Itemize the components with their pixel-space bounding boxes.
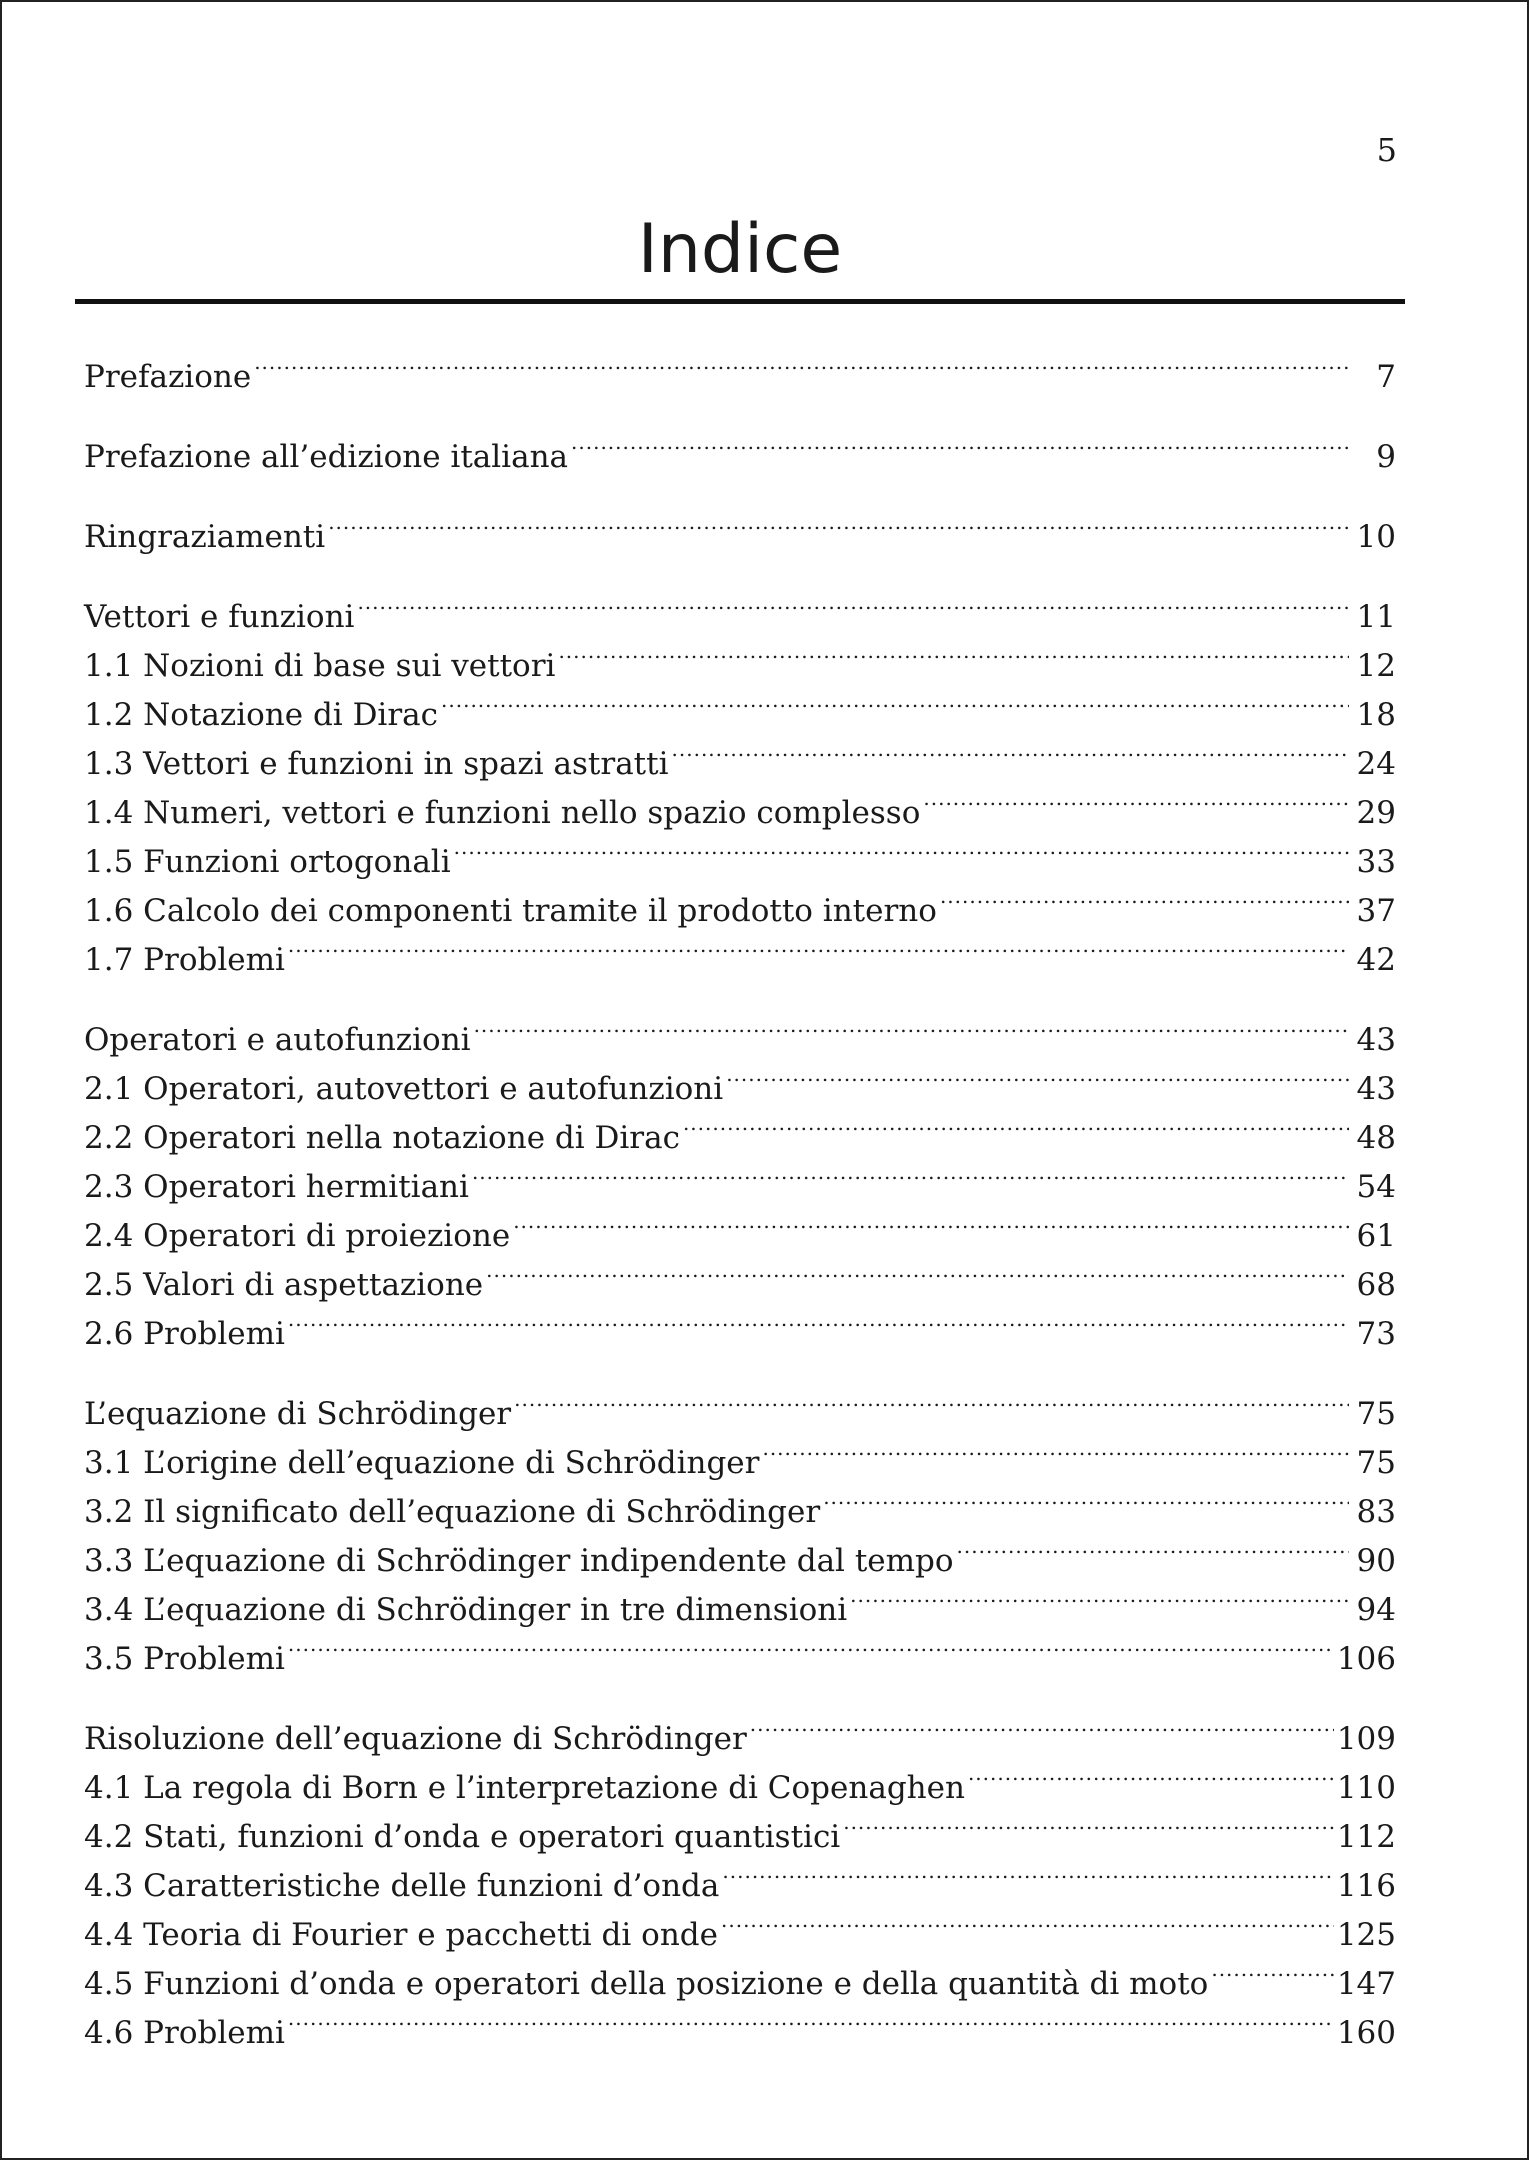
toc-dot-leader <box>726 1050 1349 1099</box>
toc-dot-leader <box>940 872 1349 921</box>
toc-entry-label: 1.1 Nozioni di base sui vettori <box>84 648 556 684</box>
toc-dot-leader <box>288 921 1349 970</box>
toc-entry-page: 90 <box>1356 1543 1396 1579</box>
toc-dot-leader <box>722 1847 1333 1896</box>
toc-entry-label: 2.3 Operatori hermitiani <box>84 1169 469 1205</box>
toc-entry-page: 43 <box>1356 1071 1396 1107</box>
toc-entry-label: 1.7 Problemi <box>84 942 285 978</box>
toc-entry[interactable] <box>84 498 1396 555</box>
toc-dot-leader <box>750 1700 1334 1749</box>
toc-entry-page: 37 <box>1356 893 1396 929</box>
toc-entry-page: 110 <box>1336 1770 1396 1806</box>
toc-entry-label: Prefazione all’edizione italiana <box>84 439 569 475</box>
toc-entry-label: Prefazione <box>84 359 252 395</box>
toc-entry-page: 11 <box>1356 599 1396 635</box>
toc-dot-leader <box>923 774 1349 823</box>
toc-entry-label: 3.3 L’equazione di Schrödinger indipendente dal tempo <box>84 1543 954 1579</box>
toc-entry-page: 160 <box>1336 2015 1396 2051</box>
toc-entry-page: 24 <box>1356 746 1396 782</box>
toc-entry-page: 7 <box>1376 359 1396 395</box>
toc-entry-label: 4.1 La regola di Born e l’interpretazione di Copenaghen <box>84 1770 965 1806</box>
toc-entry-page: 48 <box>1356 1120 1396 1156</box>
toc-entry-page: 83 <box>1356 1494 1396 1530</box>
toc-entry-page: 94 <box>1356 1592 1396 1628</box>
toc-entry-label: 1.2 Notazione di Dirac <box>84 697 439 733</box>
toc-entry-page: 147 <box>1336 1966 1396 2002</box>
toc-dot-leader <box>957 1522 1349 1571</box>
toc-entry-page: 112 <box>1336 1819 1396 1855</box>
toc-entry-page: 109 <box>1336 1721 1396 1757</box>
toc-entry-page: 43 <box>1356 1022 1396 1058</box>
toc-entry-page: 18 <box>1356 697 1396 733</box>
toc-dot-leader <box>672 725 1349 774</box>
toc-entry[interactable] <box>84 418 1396 475</box>
toc-entry-page: 12 <box>1356 648 1396 684</box>
toc-entry-label: 4.2 Stati, funzioni d’onda e operatori quantistici <box>84 1819 841 1855</box>
toc-entry-label: 3.5 Problemi <box>84 1641 285 1677</box>
toc-dot-leader <box>441 676 1349 725</box>
toc-dot-leader <box>288 1620 1334 1669</box>
toc-entry-page: 75 <box>1356 1396 1396 1432</box>
toc-entry-page: 116 <box>1336 1868 1396 1904</box>
toc-entry-label: 4.5 Funzioni d’onda e operatori della posizione e della quantità di moto <box>84 1966 1209 2002</box>
table-of-contents <box>84 338 1396 2051</box>
toc-dot-leader <box>288 1994 1334 2043</box>
toc-entry-page: 106 <box>1336 1641 1396 1677</box>
toc-dot-leader <box>762 1424 1349 1473</box>
toc-dot-leader <box>454 823 1349 872</box>
toc-entry-label: 3.2 Il significato dell’equazione di Schrödinger <box>84 1494 821 1530</box>
toc-dot-leader <box>288 1295 1349 1344</box>
toc-entry-label: 1.4 Numeri, vettori e funzioni nello spazio complesso <box>84 795 921 831</box>
toc-entry-page: 10 <box>1356 519 1396 555</box>
toc-entry-page: 73 <box>1356 1316 1396 1352</box>
toc-entry-label: Vettori e funzioni <box>84 599 355 635</box>
toc-dot-leader <box>968 1749 1334 1798</box>
toc-entry-page: 61 <box>1356 1218 1396 1254</box>
toc-dot-leader <box>850 1571 1349 1620</box>
toc-dot-leader <box>474 1001 1349 1050</box>
toc-dot-leader <box>328 498 1349 547</box>
toc-entry[interactable] <box>84 1375 1396 1432</box>
page-title: Indice <box>637 210 843 289</box>
toc-entry-label: Operatori e autofunzioni <box>84 1022 471 1058</box>
toc-entry-label: L’equazione di Schrödinger <box>84 1396 512 1432</box>
toc-entry-label: 2.4 Operatori di proiezione <box>84 1218 511 1254</box>
toc-entry-label: 3.4 L’equazione di Schrödinger in tre dimensioni <box>84 1592 848 1628</box>
toc-dot-leader <box>823 1473 1349 1522</box>
toc-entry-page: 29 <box>1356 795 1396 831</box>
toc-entry-label: 1.5 Funzioni ortogonali <box>84 844 451 880</box>
toc-entry-page: 75 <box>1356 1445 1396 1481</box>
toc-dot-leader <box>514 1375 1349 1424</box>
toc-entry-label: 1.3 Vettori e funzioni in spazi astratti <box>84 746 669 782</box>
toc-entry-label: 4.6 Problemi <box>84 2015 285 2051</box>
toc-entry[interactable] <box>84 338 1396 395</box>
toc-entry-page: 42 <box>1356 942 1396 978</box>
toc-entry-label: 1.6 Calcolo dei componenti tramite il prodotto interno <box>84 893 937 929</box>
toc-dot-leader <box>558 627 1349 676</box>
page-number: 5 <box>1376 131 1397 169</box>
toc-entry-label: 4.3 Caratteristiche delle funzioni d’onda <box>84 1868 720 1904</box>
title-rule <box>75 299 1405 304</box>
toc-dot-leader <box>571 418 1349 467</box>
toc-entry[interactable] <box>84 1001 1396 1058</box>
toc-entry-label: 2.5 Valori di aspettazione <box>84 1267 484 1303</box>
toc-dot-leader <box>721 1896 1334 1945</box>
toc-entry[interactable] <box>84 578 1396 635</box>
toc-dot-leader <box>1211 1945 1333 1994</box>
toc-dot-leader <box>843 1798 1334 1847</box>
toc-entry-label: 3.1 L’origine dell’equazione di Schrödinger <box>84 1445 760 1481</box>
toc-entry-label: 2.1 Operatori, autovettori e autofunzioni <box>84 1071 724 1107</box>
toc-entry-page: 9 <box>1376 439 1396 475</box>
toc-entry-label: 4.4 Teoria di Fourier e pacchetti di onde <box>84 1917 718 1953</box>
toc-entry-label: 2.6 Problemi <box>84 1316 285 1352</box>
toc-entry-label: Ringraziamenti <box>84 519 326 555</box>
toc-entry-page: 68 <box>1356 1267 1396 1303</box>
toc-entry[interactable] <box>84 1700 1396 1757</box>
toc-dot-leader <box>683 1099 1349 1148</box>
toc-entry-page: 54 <box>1356 1169 1396 1205</box>
toc-entry-page: 33 <box>1356 844 1396 880</box>
toc-dot-leader <box>486 1246 1349 1295</box>
toc-dot-leader <box>513 1197 1349 1246</box>
toc-entry-label: Risoluzione dell’equazione di Schrödinger <box>84 1721 747 1757</box>
toc-dot-leader <box>357 578 1349 627</box>
toc-entry-label: 2.2 Operatori nella notazione di Dirac <box>84 1120 680 1156</box>
toc-dot-leader <box>254 338 1349 387</box>
toc-entry-page: 125 <box>1336 1917 1396 1953</box>
toc-dot-leader <box>472 1148 1349 1197</box>
